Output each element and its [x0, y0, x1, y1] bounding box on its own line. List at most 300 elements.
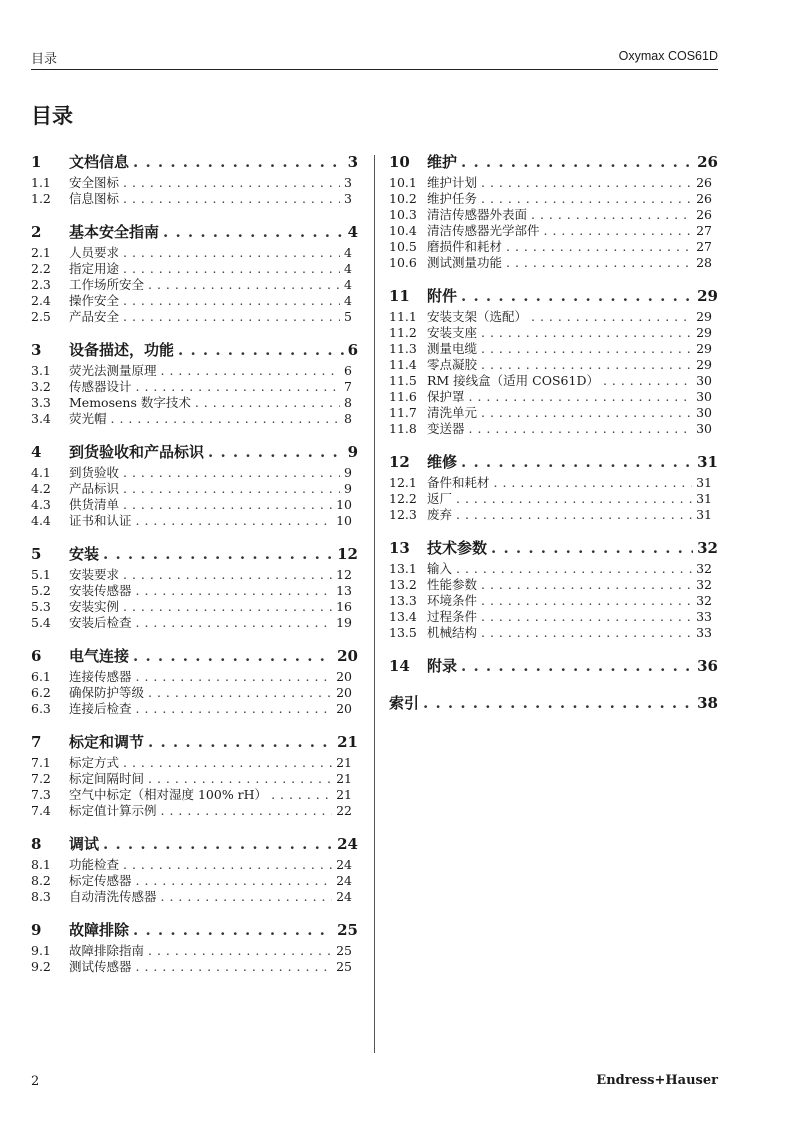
dot-leader	[481, 325, 692, 341]
toc-chapter-entry[interactable]	[389, 536, 718, 560]
section-number: 11.5	[389, 373, 417, 388]
toc-section-entry[interactable]	[31, 959, 358, 975]
toc-chapter-entry[interactable]	[389, 150, 718, 174]
dot-leader	[123, 497, 332, 513]
dot-leader	[481, 191, 692, 207]
section-page: 27	[696, 239, 712, 254]
section-page: 22	[336, 803, 352, 818]
toc-section-entry[interactable]	[389, 255, 718, 271]
section-page: 33	[696, 625, 712, 640]
toc-section-entry[interactable]	[389, 309, 718, 325]
dot-leader	[461, 284, 693, 308]
section-title: 连接后检查	[69, 701, 132, 716]
dot-leader	[481, 357, 692, 373]
section-page: 31	[696, 491, 712, 506]
section-page: 21	[336, 771, 352, 786]
toc-chapter-entry[interactable]	[31, 832, 358, 856]
dot-leader	[481, 625, 692, 641]
toc-section-entry[interactable]	[31, 411, 358, 427]
section-page: 32	[696, 577, 712, 592]
section-title: 测量电缆	[427, 341, 478, 356]
toc-section-entry[interactable]	[389, 593, 718, 609]
chapter-title: 基本安全指南	[69, 223, 160, 241]
dot-leader	[461, 654, 693, 678]
dot-leader	[123, 755, 332, 771]
chapter-title: 附录	[427, 657, 458, 675]
section-title: 自动清洗传感器	[69, 889, 157, 904]
toc-section-entry[interactable]	[389, 405, 718, 421]
section-number: 8.2	[31, 873, 51, 888]
dot-leader	[506, 255, 692, 271]
dot-leader	[148, 771, 332, 787]
toc-chapter-entry[interactable]	[31, 338, 358, 362]
dot-leader	[123, 481, 340, 497]
toc-chapter	[31, 440, 358, 529]
dot-leader	[456, 491, 692, 507]
toc-section-entry[interactable]	[31, 309, 358, 325]
section-number: 13.1	[389, 561, 417, 576]
toc-section-entry[interactable]	[389, 475, 718, 491]
section-page: 3	[344, 191, 352, 206]
section-page: 6	[344, 363, 352, 378]
chapter-number: 13	[389, 539, 410, 557]
section-number: 11.6	[389, 389, 417, 404]
dot-leader	[133, 918, 333, 942]
section-title: 机械结构	[427, 625, 478, 640]
section-title: 工作场所安全	[69, 277, 145, 292]
section-title: 标定方式	[69, 755, 120, 770]
toc-left-column	[31, 150, 358, 988]
dot-leader	[123, 175, 340, 191]
section-page: 13	[336, 583, 352, 598]
section-number: 2.2	[31, 261, 51, 276]
toc-section-entry[interactable]	[31, 685, 358, 701]
section-title: 测试传感器	[69, 959, 132, 974]
dot-leader	[603, 373, 692, 389]
section-title: 信息图标	[69, 191, 120, 206]
chapter-number: 12	[389, 453, 410, 471]
section-page: 27	[696, 223, 712, 238]
toc-chapter-entry[interactable]	[389, 654, 718, 678]
chapter-title: 安装	[69, 545, 100, 563]
section-page: 4	[344, 293, 352, 308]
dot-leader	[423, 691, 693, 715]
section-number: 13.4	[389, 609, 417, 624]
section-title: 安装传感器	[69, 583, 132, 598]
dot-leader	[506, 239, 692, 255]
dot-leader	[481, 341, 692, 357]
toc-section-entry[interactable]	[389, 507, 718, 523]
section-title: 保护罩	[427, 389, 465, 404]
index-page: 38	[697, 694, 718, 712]
dot-leader	[271, 787, 332, 803]
section-title: 标定值计算示例	[69, 803, 157, 818]
chapter-page: 6	[347, 341, 358, 359]
dot-leader	[123, 309, 340, 325]
section-number: 3.1	[31, 363, 51, 378]
chapter-number: 2	[31, 223, 42, 241]
chapter-page: 26	[697, 153, 718, 171]
section-title: 指定用途	[69, 261, 120, 276]
section-page: 3	[344, 175, 352, 190]
toc-section-entry[interactable]	[31, 669, 358, 685]
page-title: 目录	[31, 103, 73, 128]
section-number: 12.2	[389, 491, 417, 506]
section-page: 32	[696, 593, 712, 608]
section-number: 8.3	[31, 889, 51, 904]
dot-leader	[103, 832, 333, 856]
section-number: 11.7	[389, 405, 417, 420]
section-title: 空气中标定（相对湿度 100% rH）	[69, 787, 268, 802]
section-page: 29	[696, 357, 712, 372]
chapter-title: 故障排除	[69, 921, 130, 939]
toc-section-entry[interactable]	[389, 357, 718, 373]
toc-chapter	[389, 654, 718, 678]
toc-section-entry[interactable]	[31, 261, 358, 277]
section-title: 确保防护等级	[69, 685, 145, 700]
dot-leader	[469, 421, 693, 437]
section-title: 安装要求	[69, 567, 120, 582]
section-title: 零点凝胶	[427, 357, 478, 372]
toc-section-entry[interactable]	[31, 191, 358, 207]
toc-section-entry[interactable]	[31, 293, 358, 309]
chapter-page: 25	[337, 921, 358, 939]
dot-leader	[123, 261, 340, 277]
section-title: 输入	[427, 561, 453, 576]
section-title: 传感器设计	[69, 379, 132, 394]
toc-chapter	[389, 150, 718, 271]
section-page: 24	[336, 857, 352, 872]
section-number: 2.3	[31, 277, 51, 292]
dot-leader	[103, 542, 333, 566]
toc-section-entry[interactable]	[389, 373, 718, 389]
chapter-page: 31	[697, 453, 718, 471]
section-page: 21	[336, 755, 352, 770]
toc-section-entry[interactable]	[389, 609, 718, 625]
dot-leader	[469, 389, 693, 405]
toc-chapter-entry[interactable]	[389, 284, 718, 308]
header-rule	[31, 69, 718, 70]
section-page: 29	[696, 325, 712, 340]
chapter-title: 附件	[427, 287, 458, 305]
toc-chapter	[389, 536, 718, 641]
section-number: 10.4	[389, 223, 417, 238]
section-number: 1.1	[31, 175, 51, 190]
chapter-page: 12	[337, 545, 358, 563]
section-number: 12.3	[389, 507, 417, 522]
dot-leader	[123, 599, 332, 615]
dot-leader	[481, 577, 692, 593]
section-title: 产品安全	[69, 309, 120, 324]
toc-section-entry[interactable]	[31, 889, 358, 905]
section-page: 26	[696, 191, 712, 206]
dot-leader	[136, 615, 333, 631]
chapter-page: 32	[697, 539, 718, 557]
toc-chapter	[31, 150, 358, 207]
chapter-page: 4	[347, 223, 358, 241]
section-title: 清洁传感器光学部件	[427, 223, 540, 238]
toc-index-entry[interactable]	[389, 691, 718, 715]
dot-leader	[481, 593, 692, 609]
section-page: 29	[696, 341, 712, 356]
chapter-title: 设备描述，功能	[69, 341, 175, 359]
section-number: 3.2	[31, 379, 51, 394]
toc-section-entry[interactable]	[31, 583, 358, 599]
dot-leader	[461, 150, 693, 174]
toc-section-entry[interactable]	[31, 755, 358, 771]
toc-section-entry[interactable]	[31, 567, 358, 583]
section-title: 变送器	[427, 421, 465, 436]
section-page: 25	[336, 959, 352, 974]
section-page: 8	[344, 411, 352, 426]
chapter-number: 9	[31, 921, 42, 939]
chapter-number: 11	[389, 287, 410, 305]
running-header-product: Oxymax COS61D	[618, 49, 718, 63]
section-page: 21	[336, 787, 352, 802]
section-number: 8.1	[31, 857, 51, 872]
section-page: 20	[336, 669, 352, 684]
dot-leader	[133, 644, 333, 668]
section-title: 到货验收	[69, 465, 120, 480]
toc-section-entry[interactable]	[31, 363, 358, 379]
toc-section-entry[interactable]	[31, 175, 358, 191]
dot-leader	[491, 536, 693, 560]
chapter-page: 3	[347, 153, 358, 171]
dot-leader	[161, 889, 333, 905]
toc-section-entry[interactable]	[389, 421, 718, 437]
toc-section-entry[interactable]	[389, 561, 718, 577]
section-page: 10	[336, 513, 352, 528]
toc-section-entry[interactable]	[389, 223, 718, 239]
section-number: 11.4	[389, 357, 417, 372]
dot-leader	[481, 175, 692, 191]
section-title: 维护任务	[427, 191, 478, 206]
section-number: 6.1	[31, 669, 51, 684]
section-number: 5.3	[31, 599, 51, 614]
section-title: 操作安全	[69, 293, 120, 308]
dot-leader	[148, 277, 340, 293]
chapter-title: 文档信息	[69, 153, 130, 171]
toc-section-entry[interactable]	[31, 873, 358, 889]
toc-chapter	[389, 450, 718, 523]
dot-leader	[136, 513, 333, 529]
section-page: 7	[344, 379, 352, 394]
toc-chapter	[31, 832, 358, 905]
section-title: 功能检查	[69, 857, 120, 872]
section-page: 24	[336, 889, 352, 904]
chapter-title: 维修	[427, 453, 458, 471]
dot-leader	[148, 730, 333, 754]
toc-section-entry[interactable]	[389, 325, 718, 341]
section-title: 清洁传感器外表面	[427, 207, 528, 222]
dot-leader	[136, 669, 333, 685]
section-page: 31	[696, 475, 712, 490]
toc-section-entry[interactable]	[389, 191, 718, 207]
section-number: 2.4	[31, 293, 51, 308]
section-title: 荧光法测量原理	[69, 363, 157, 378]
index-title: 索引	[389, 694, 420, 712]
section-number: 10.3	[389, 207, 417, 222]
section-number: 3.4	[31, 411, 51, 426]
chapter-number: 3	[31, 341, 42, 359]
toc-chapter-entry[interactable]	[31, 220, 358, 244]
section-title: 供货清单	[69, 497, 120, 512]
section-page: 12	[336, 567, 352, 582]
section-number: 9.1	[31, 943, 51, 958]
toc-chapter-entry[interactable]	[31, 918, 358, 942]
section-page: 25	[336, 943, 352, 958]
chapter-title: 到货验收和产品标识	[69, 443, 205, 461]
chapter-title: 电气连接	[69, 647, 130, 665]
section-number: 7.1	[31, 755, 51, 770]
section-number: 13.5	[389, 625, 417, 640]
section-number: 11.8	[389, 421, 417, 436]
section-page: 20	[336, 685, 352, 700]
toc-chapter	[31, 918, 358, 975]
section-title: 安装实例	[69, 599, 120, 614]
dot-leader	[544, 223, 693, 239]
section-page: 20	[336, 701, 352, 716]
chapter-number: 4	[31, 443, 42, 461]
chapter-page: 21	[337, 733, 358, 751]
toc-section-entry[interactable]	[31, 245, 358, 261]
dot-leader	[494, 475, 693, 491]
dot-leader	[123, 857, 332, 873]
toc-section-entry[interactable]	[31, 803, 358, 819]
footer-page-number: 2	[31, 1074, 40, 1089]
chapter-page: 36	[697, 657, 718, 675]
toc-section-entry[interactable]	[389, 491, 718, 507]
chapter-number: 6	[31, 647, 42, 665]
section-number: 4.2	[31, 481, 51, 496]
section-page: 30	[696, 389, 712, 404]
section-page: 24	[336, 873, 352, 888]
chapter-number: 8	[31, 835, 42, 853]
chapter-number: 5	[31, 545, 42, 563]
toc-section-entry[interactable]	[389, 207, 718, 223]
toc-section-entry[interactable]	[31, 465, 358, 481]
dot-leader	[163, 220, 344, 244]
dot-leader	[531, 309, 692, 325]
section-number: 7.4	[31, 803, 51, 818]
section-page: 8	[344, 395, 352, 410]
section-number: 10.6	[389, 255, 417, 270]
section-title: 测试测量功能	[427, 255, 503, 270]
toc-chapter	[31, 730, 358, 819]
toc-section-entry[interactable]	[389, 175, 718, 191]
section-number: 3.3	[31, 395, 51, 410]
dot-leader	[461, 450, 693, 474]
toc-section-entry[interactable]	[31, 943, 358, 959]
toc-section-entry[interactable]	[389, 239, 718, 255]
toc-chapter	[31, 220, 358, 325]
section-page: 9	[344, 481, 352, 496]
section-title: 安全图标	[69, 175, 120, 190]
section-number: 11.3	[389, 341, 417, 356]
dot-leader	[161, 803, 333, 819]
section-number: 5.4	[31, 615, 51, 630]
toc-section-entry[interactable]	[389, 625, 718, 641]
section-title: 标定传感器	[69, 873, 132, 888]
section-number: 12.1	[389, 475, 417, 490]
dot-leader	[195, 395, 340, 411]
dot-leader	[161, 363, 341, 379]
dot-leader	[531, 207, 692, 223]
dot-leader	[123, 567, 332, 583]
toc-section-entry[interactable]	[31, 771, 358, 787]
section-title: 故障排除指南	[69, 943, 145, 958]
section-page: 30	[696, 421, 712, 436]
dot-leader	[136, 379, 341, 395]
section-title: 安装支座	[427, 325, 478, 340]
section-number: 6.3	[31, 701, 51, 716]
section-title: 磨损件和耗材	[427, 239, 503, 254]
section-title: 环境条件	[427, 593, 478, 608]
toc-section-entry[interactable]	[389, 577, 718, 593]
toc-section-entry[interactable]	[31, 787, 358, 803]
section-title: 清洗单元	[427, 405, 478, 420]
chapter-page: 20	[337, 647, 358, 665]
chapter-number: 1	[31, 153, 42, 171]
toc-section-entry[interactable]	[31, 277, 358, 293]
section-page: 33	[696, 609, 712, 624]
toc-chapter-entry[interactable]	[31, 542, 358, 566]
section-number: 7.2	[31, 771, 51, 786]
section-page: 32	[696, 561, 712, 576]
section-page: 9	[344, 465, 352, 480]
dot-leader	[208, 440, 344, 464]
dot-leader	[178, 338, 344, 362]
section-title: 返厂	[427, 491, 453, 506]
section-page: 28	[696, 255, 712, 270]
toc-section-entry[interactable]	[31, 481, 358, 497]
section-page: 4	[344, 261, 352, 276]
section-number: 10.5	[389, 239, 417, 254]
toc-section-entry[interactable]	[31, 513, 358, 529]
section-number: 7.3	[31, 787, 51, 802]
section-number: 13.2	[389, 577, 417, 592]
dot-leader	[481, 609, 692, 625]
toc-index	[389, 691, 718, 715]
toc-section-entry[interactable]	[31, 615, 358, 631]
toc-section-entry[interactable]	[31, 395, 358, 411]
toc-chapter-entry[interactable]	[31, 150, 358, 174]
section-number: 2.1	[31, 245, 51, 260]
toc-section-entry[interactable]	[31, 701, 358, 717]
chapter-title: 技术参数	[427, 539, 488, 557]
chapter-title: 维护	[427, 153, 458, 171]
section-number: 10.2	[389, 191, 417, 206]
toc-section-entry[interactable]	[31, 379, 358, 395]
toc-section-entry[interactable]	[31, 599, 358, 615]
chapter-number: 10	[389, 153, 410, 171]
toc-chapter-entry[interactable]	[31, 730, 358, 754]
toc-section-entry[interactable]	[389, 341, 718, 357]
toc-chapter-entry[interactable]	[389, 450, 718, 474]
section-page: 4	[344, 277, 352, 292]
section-page: 30	[696, 405, 712, 420]
section-number: 11.1	[389, 309, 417, 324]
section-title: 备件和耗材	[427, 475, 490, 490]
chapter-title: 标定和调节	[69, 733, 145, 751]
toc-section-entry[interactable]	[31, 857, 358, 873]
toc-section-entry[interactable]	[389, 389, 718, 405]
section-page: 26	[696, 207, 712, 222]
toc-chapter-entry[interactable]	[31, 440, 358, 464]
section-title: 产品标识	[69, 481, 120, 496]
toc-section-entry[interactable]	[31, 497, 358, 513]
toc-chapter-entry[interactable]	[31, 644, 358, 668]
